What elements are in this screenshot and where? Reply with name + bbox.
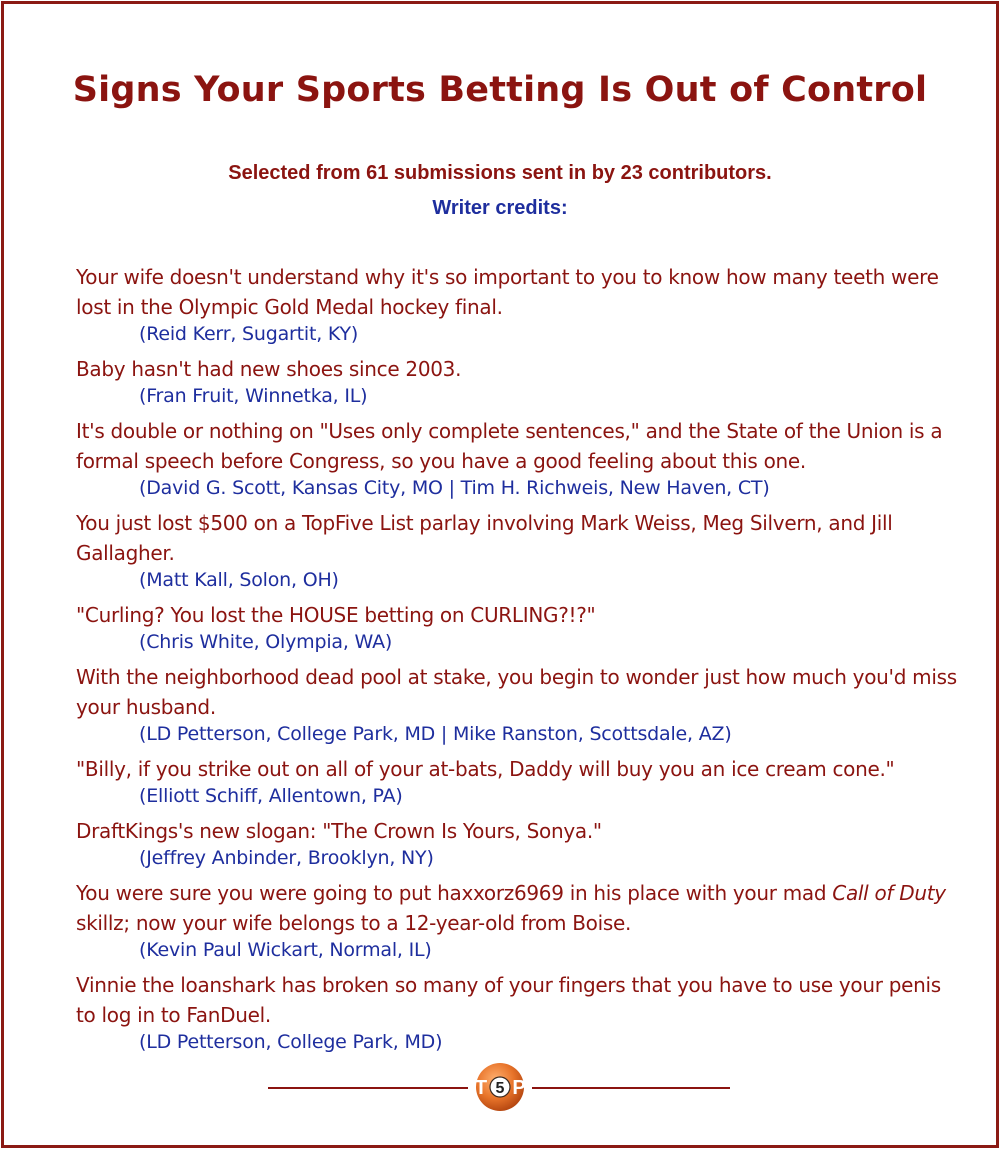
list-item	[76, 508, 961, 592]
list-item	[76, 878, 961, 962]
entry-credit: (Fran Fruit, Winnetka, IL)	[139, 385, 368, 407]
entry-text: Baby hasn't had new shoes since 2003.	[76, 357, 462, 381]
game-title: Call of Duty	[832, 881, 946, 905]
logo-number: 5	[495, 1080, 505, 1097]
entry-text: It's double or nothing on "Uses only complete sentences," and the State of the Union is a formal speech before Congress, so you have a good feeling about this one.	[76, 419, 943, 473]
entry-text: Your wife doesn't understand why it's so important to you to know how many teeth were lost in the Olympic Gold Medal hockey final.	[76, 265, 939, 319]
entry-text: With the neighborhood dead pool at stake, you begin to wonder just how much you'd miss your husband.	[76, 665, 957, 719]
logo-letter-t: T	[474, 1077, 488, 1099]
entry-credit: (Matt Kall, Solon, OH)	[139, 569, 339, 591]
entry-credit: (LD Petterson, College Park, MD)	[139, 1031, 443, 1053]
entry-text	[76, 878, 961, 938]
entry-credit: (David G. Scott, Kansas City, MO | Tim H. Richweis, New Haven, CT)	[139, 477, 770, 499]
logo-letter-p: P	[512, 1077, 526, 1099]
entry-credit: (Elliott Schiff, Allentown, PA)	[139, 785, 403, 807]
entry-text: "Curling? You lost the HOUSE betting on CURLING?!?"	[76, 603, 596, 627]
entry-credit: (Chris White, Olympia, WA)	[139, 631, 393, 653]
list-item	[76, 970, 961, 1054]
list-item	[76, 354, 961, 408]
top5-logo-icon	[465, 1062, 535, 1112]
entry-text: You just lost $500 on a TopFive List parlay involving Mark Weiss, Meg Silvern, and Jill Gallagher.	[76, 511, 893, 565]
entry-text-start: You were sure you were going to put haxxorz6969 in his place with your mad	[76, 881, 833, 905]
entry-text: "Billy, if you strike out on all of your at-bats, Daddy will buy you an ice cream cone."	[76, 757, 895, 781]
list-item	[76, 600, 961, 654]
entry-credit: (Kevin Paul Wickart, Normal, IL)	[139, 939, 432, 961]
list-item	[76, 662, 961, 746]
list-item	[76, 816, 961, 870]
footer-divider-right	[532, 1087, 730, 1089]
list-item	[76, 416, 961, 500]
entry-text: Vinnie the loanshark has broken so many of your fingers that you have to use your penis to log in to FanDuel.	[76, 973, 941, 1027]
submission-summary: Selected from 61 submissions sent in by 23 contributors.	[228, 162, 772, 184]
entry-credit: (LD Petterson, College Park, MD | Mike Ranston, Scottsdale, AZ)	[139, 723, 732, 745]
page-title: Signs Your Sports Betting Is Out of Control	[72, 70, 928, 110]
writer-credits-label: Writer credits:	[432, 197, 568, 219]
entry-credit: (Jeffrey Anbinder, Brooklyn, NY)	[139, 847, 434, 869]
top-five-list	[76, 262, 961, 1062]
entry-text-end: skillz; now your wife belongs to a 12-year-old from Boise.	[76, 911, 632, 935]
list-item	[76, 262, 961, 346]
footer-divider-left	[268, 1087, 468, 1089]
entry-text: DraftKings's new slogan: "The Crown Is Yours, Sonya."	[76, 819, 602, 843]
list-item	[76, 754, 961, 808]
entry-credit: (Reid Kerr, Sugartit, KY)	[139, 323, 359, 345]
